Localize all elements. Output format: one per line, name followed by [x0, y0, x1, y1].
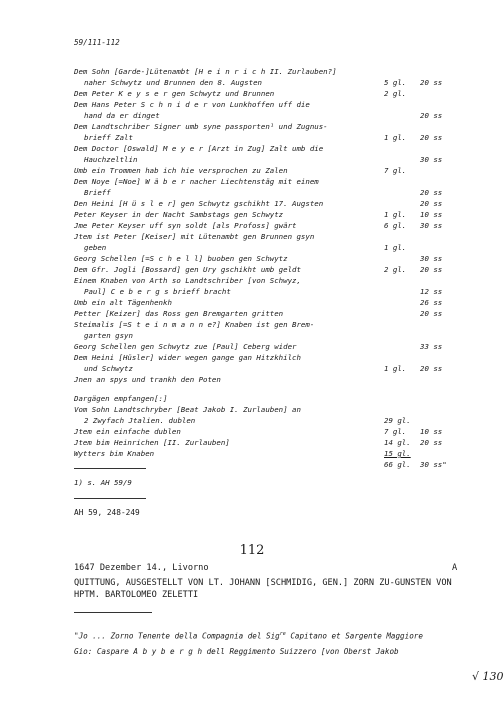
- entry-gulden: 66 gl.: [384, 460, 411, 469]
- handwritten-page-mark: √ 130: [472, 670, 504, 683]
- date-place: 1647 Dezember 14., Livorno: [74, 563, 209, 573]
- entry-schilling: 20 ss: [420, 199, 443, 208]
- ledger-row: [74, 143, 464, 154]
- entry-text: und Schwytz: [84, 364, 133, 373]
- ledger-row: [74, 297, 464, 308]
- entry-schilling: 30 ss: [420, 221, 443, 230]
- entry-gulden: 14 gl.: [384, 438, 411, 447]
- quote-line-1: "Jo ... Zorno Tenente della Compagnia del Sig: [74, 631, 280, 641]
- entry-text: Umb ein alt Tägenhenkh: [74, 298, 172, 307]
- entry-gulden: 15 gl.: [384, 449, 411, 458]
- entry-text: Dem Heini [Hüsler] wider wegen gange gan Hitzkhilch: [74, 353, 301, 362]
- entry-text: Dargägen empfangen[:]: [74, 394, 168, 403]
- entry-text: geben: [84, 243, 107, 252]
- entry-text: Jnen an spys und trankh den Poten: [74, 375, 221, 384]
- entry-text: Dem Doctor [Oswald] M e y e r [Arzt in Zug] Zalt umb die: [74, 144, 324, 153]
- received-row: [74, 404, 464, 415]
- entry-gulden: 7 gl.: [384, 427, 407, 436]
- entry-schilling: 26 ss: [420, 298, 443, 307]
- ledger-row: [74, 319, 464, 330]
- ledger-row: [74, 99, 464, 110]
- received-row: [74, 415, 464, 426]
- entry-text: Dem Landtschriber Signer umb syne passporten¹ und Zugnus-: [74, 122, 328, 131]
- entry-text: Wytters bim Knaben: [74, 449, 155, 458]
- entry-text: Dem Peter K e y s e r gen Schwytz und Brunnen: [74, 89, 275, 98]
- ledger-row: [74, 253, 464, 264]
- ledger-row: [74, 110, 464, 121]
- footnote: 1) s. AH 59/9: [74, 478, 132, 487]
- ledger-row: [74, 77, 464, 88]
- ledger-row: [74, 187, 464, 198]
- ledger-row: [74, 66, 464, 77]
- ledger-row: [74, 209, 464, 220]
- entry-text: naher Schwytz und Brunnen den 8. Augsten: [84, 78, 262, 87]
- ledger-row: [74, 242, 464, 253]
- footnote-end-rule: [74, 498, 146, 499]
- ledger-row: [74, 330, 464, 341]
- ledger-row: [74, 231, 464, 242]
- source-reference: AH 59, 248-249: [74, 508, 140, 517]
- entry-text: Dem Sohn [Garde-]Lütenambt [H e i n r i c h II. Zurlauben?]: [74, 67, 337, 76]
- received-row: [74, 448, 464, 459]
- entry-text: hand da er dinget: [84, 111, 160, 120]
- entry-text: Steimalis [=S t e i n m a n n e?] Knaben ist gen Brem-: [74, 320, 315, 329]
- page-reference: 59/111-112: [74, 38, 120, 47]
- ledger-row: [74, 88, 464, 99]
- entry-schilling: 20 ss: [420, 188, 443, 197]
- ledger-row: [74, 352, 464, 363]
- ledger-row: [74, 154, 464, 165]
- entry-schilling: 30 ss": [420, 460, 447, 469]
- entry-gulden: 7 gl.: [384, 166, 407, 175]
- ledger-row: [74, 264, 464, 275]
- ledger-row: [74, 121, 464, 132]
- entry-text: Vom Sohn Landtschryber [Beat Jakob I. Zurlauben] an: [74, 405, 301, 414]
- entry-text: Jtem bim Heinrichen [II. Zurlauben]: [74, 438, 230, 447]
- entry-gulden: 1 gl.: [384, 243, 407, 252]
- ledger-row: [74, 363, 464, 374]
- entry-schilling: 20 ss: [420, 364, 443, 373]
- entry-schilling: 12 ss: [420, 287, 443, 296]
- quote-line-2: Gio: Caspare A b y b e r g h dell Reggimento Suizzero [von Oberst Jakob: [74, 646, 399, 656]
- quote-superscript: re: [279, 631, 286, 637]
- received-row: [74, 426, 464, 437]
- ledger-row: [74, 275, 464, 286]
- ledger-spacer: [74, 385, 464, 393]
- ledger-expenses: [74, 66, 464, 470]
- entry-gulden: 1 gl.: [384, 364, 407, 373]
- entry-text: Dem Noye [=Noe] W ä b e r nacher Liechtenstäg mit einem: [74, 177, 319, 186]
- entry-gulden: 1 gl.: [384, 133, 407, 142]
- entry-gulden: 2 gl.: [384, 265, 407, 274]
- entry-text: Petter [Keizer] das Ross gen Bremgarten gritten: [74, 309, 284, 318]
- entry-schilling: 20 ss: [420, 111, 443, 120]
- entry-gulden: 6 gl.: [384, 221, 407, 230]
- quote-text: [74, 627, 464, 659]
- entry-schilling: 10 ss: [420, 427, 443, 436]
- document-letter: A: [452, 563, 458, 573]
- ledger-row: [74, 341, 464, 352]
- entry-text: brieff Zalt: [84, 133, 133, 142]
- entry-schilling: 30 ss: [420, 254, 443, 263]
- entry-schilling: 10 ss: [420, 210, 443, 219]
- entry-text: Hauchzeltlin: [84, 155, 138, 164]
- entry-text: Jme Peter Keyser uff syn soldt [als Profoss] gwärt: [74, 221, 297, 230]
- entry-schilling: 20 ss: [420, 78, 443, 87]
- entry-gulden: 1 gl.: [384, 210, 407, 219]
- ledger-row: [74, 374, 464, 385]
- entry-text: Den Heini [H ü s l e r] gen Schwytz gschikht 17. Augsten: [74, 199, 324, 208]
- entry-text: Dem Gfr. Jogli [Bossard] gen Ury gschikht umb geldt: [74, 265, 301, 274]
- entry-text: Umb ein Trommen hab ich hie versprochen zu Zalen: [74, 166, 288, 175]
- entry-text: Jtem ein einfache dublen: [74, 427, 181, 436]
- ledger-row: [74, 286, 464, 297]
- entry-schilling: 20 ss: [420, 265, 443, 274]
- entry-text: Einem Knaben von Arth so Landtschriber [von Schwyz,: [74, 276, 301, 285]
- entry-schilling: 33 ss: [420, 342, 443, 351]
- entry-gulden: 5 gl.: [384, 78, 407, 87]
- footnote-rule: [74, 468, 146, 469]
- entry-text: garten gsyn: [84, 331, 133, 340]
- ledger-row: [74, 132, 464, 143]
- entry-text: 2 Zwyfach Jtalien. dublen: [84, 416, 196, 425]
- entry-text: Jtem ist Peter [Keiser] mit Lütenambt gen Brunnen gsyn: [74, 232, 315, 241]
- entry-schilling: 20 ss: [420, 309, 443, 318]
- ledger-row: [74, 220, 464, 231]
- entry-text: Georg Schellen gen Schwytz zue [Paul] Ceberg wider: [74, 342, 297, 351]
- received-heading: [74, 393, 464, 404]
- received-row: [74, 437, 464, 448]
- entry-gulden: 2 gl.: [384, 89, 407, 98]
- entry-text: Brieff: [84, 188, 111, 197]
- ledger-row: [74, 308, 464, 319]
- entry-text: Georg Schellen [=S c h e l l] buoben gen Schwytz: [74, 254, 288, 263]
- entry-schilling: 30 ss: [420, 155, 443, 164]
- entry-gulden: 29 gl.: [384, 416, 411, 425]
- title-rule: [74, 612, 152, 613]
- entry-schilling: 20 ss: [420, 133, 443, 142]
- ledger-row: [74, 176, 464, 187]
- quote-line-1b: Capitano et Sargente Maggiore: [285, 631, 423, 641]
- entry-schilling: 20 ss: [420, 438, 443, 447]
- document-number: 112: [239, 543, 265, 558]
- document-title: QUITTUNG, AUSGESTELLT VON LT. JOHANN [SCHMIDIG, GEN.] ZORN ZU-GUNSTEN VON HPTM. BARTOLOMEO ZELETTI: [74, 578, 452, 600]
- ledger-row: [74, 198, 464, 209]
- entry-text: Peter Keyser in der Nacht Sambstags gen Schwytz: [74, 210, 284, 219]
- entry-text: Dem Hans Peter S c h n i d e r von Lunkhoffen uff die: [74, 100, 310, 109]
- ledger-row: [74, 165, 464, 176]
- entry-text: Paul] C e b e r g s brieff bracht: [84, 287, 231, 296]
